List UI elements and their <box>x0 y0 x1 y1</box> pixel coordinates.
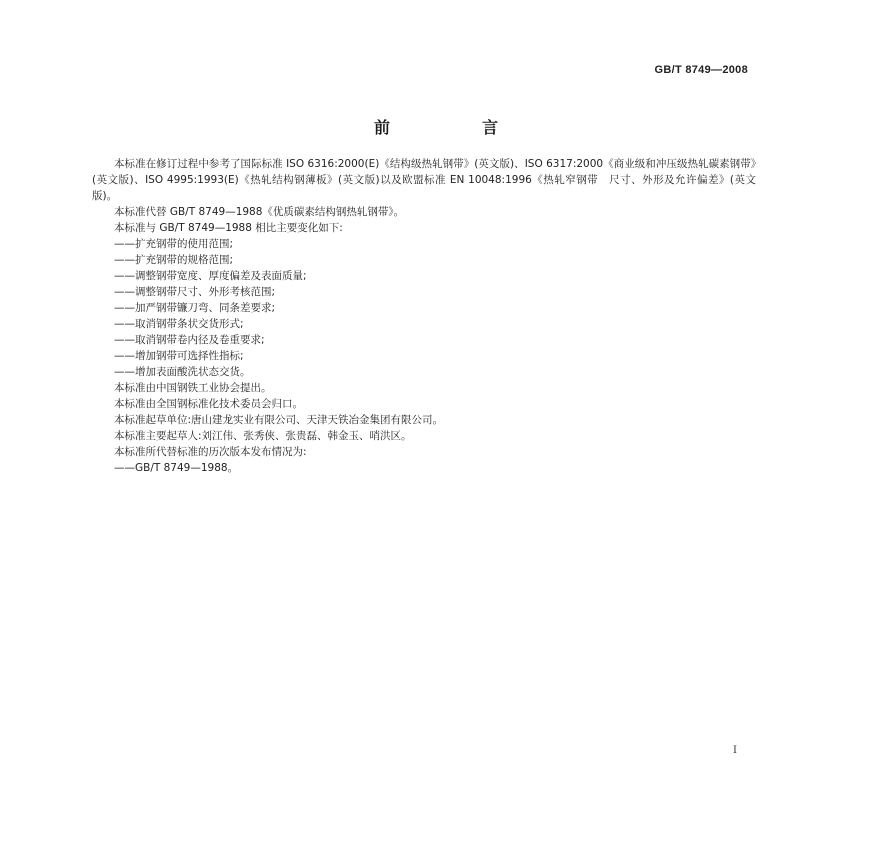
history-item: ——GB/T 8749—1988。 <box>114 462 239 474</box>
change-item: ——取消钢带卷内径及卷重要求; <box>114 334 265 346</box>
change-item: ——增加钢带可选择性指标; <box>114 350 244 362</box>
committee-paragraph: 本标准由全国钢标准化技术委员会归口。 <box>114 398 303 410</box>
changes-intro-paragraph: 本标准与 GB/T 8749—1988 相比主要变化如下: <box>114 222 343 234</box>
page-title: 前 言 <box>373 118 536 137</box>
change-item: ——增加表面酸洗状态交货。 <box>114 366 251 378</box>
page-number: I <box>733 745 737 756</box>
reference-paragraph: 本标准在修订过程中参考了国际标准 ISO 6316:2000(E)《结构级热轧钢带》(英文版)、ISO 6317:2000《商业级和冲压级热轧碳素钢带》(英文版)、ISO 4995:1993(E)《热轧结构钢薄板》(英文版)以及欧盟标准 EN 10048:1996《热轧窄钢带 尺寸、外形及允许偏差》(英文版)。 <box>92 158 756 202</box>
change-item: ——调整钢带尺寸、外形考核范围; <box>114 286 276 298</box>
drafting-units-paragraph: 本标准起草单位:唐山建龙实业有限公司、天津天铁冶金集团有限公司。 <box>114 414 444 426</box>
change-item: ——调整钢带宽度、厚度偏差及表面质量; <box>114 270 307 282</box>
foreword-body <box>92 156 756 476</box>
proposer-paragraph: 本标准由中国钢铁工业协会提出。 <box>114 382 272 394</box>
change-item: ——扩充钢带的使用范围; <box>114 238 234 250</box>
change-item: ——取消钢带条状交货形式; <box>114 318 244 330</box>
change-item: ——加严钢带镰刀弯、同条差要求; <box>114 302 276 314</box>
replacement-paragraph: 本标准代替 GB/T 8749—1988《优质碳素结构钢热轧钢带》。 <box>114 206 405 218</box>
history-intro-paragraph: 本标准所代替标准的历次版本发布情况为: <box>114 446 307 458</box>
change-item: ——扩充钢带的规格范围; <box>114 254 234 266</box>
standard-code: GB/T 8749—2008 <box>654 64 748 76</box>
drafters-paragraph: 本标准主要起草人:刘江伟、张秀俠、张贵磊、韩金玉、哨洪区。 <box>114 430 412 442</box>
